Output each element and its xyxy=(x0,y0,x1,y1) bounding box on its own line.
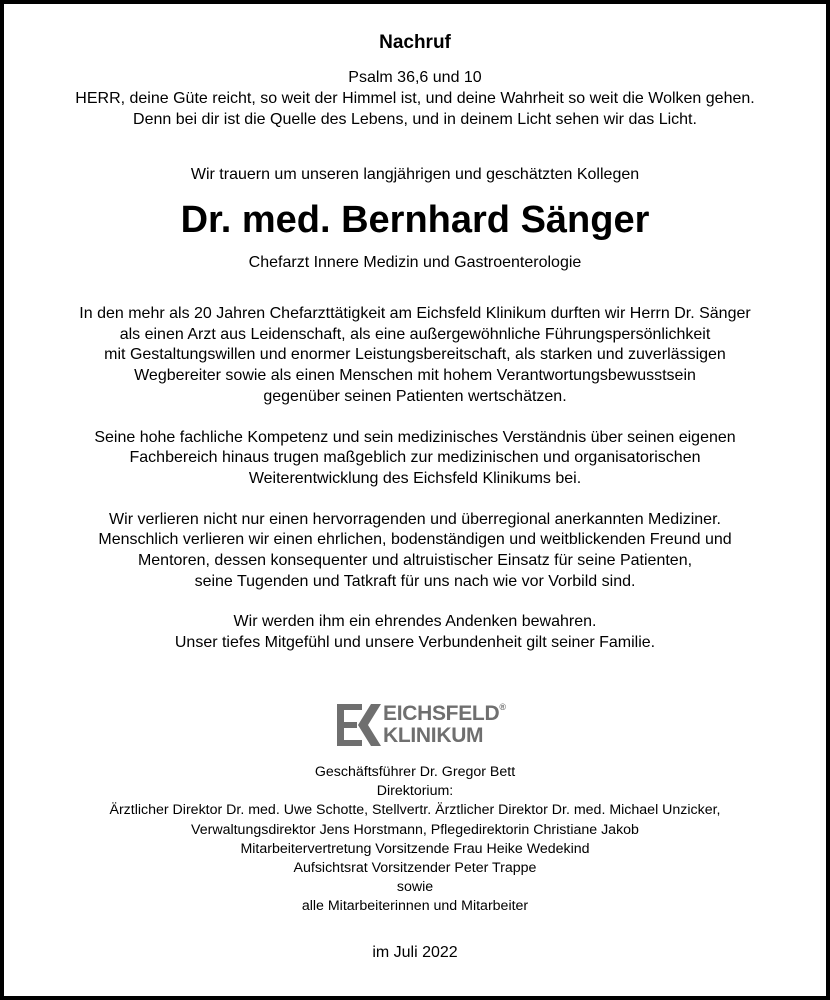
psalm-line: HERR, deine Güte reicht, so weit der Himmel ist, und deine Wahrheit so weit die Wolken gehen. xyxy=(75,90,755,107)
signatory-line: Verwaltungsdirektor Jens Horstmann, Pflegedirektorin Christiane Jakob xyxy=(191,821,639,838)
tribute-line: Wegbereiter sowie als einen Menschen mit hohem Verantwortungsbewusstsein xyxy=(134,367,696,385)
signatory-line: Ärztlicher Direktor Dr. med. Uwe Schotte, Stellvertr. Ärztlicher Direktor Dr. med. Michael Unzicker, xyxy=(109,802,721,819)
tribute-line: als einen Arzt aus Leidenschaft, als eine außergewöhnliche Führungspersönlichkeit xyxy=(119,325,711,343)
logo-line-2: KLINIKUM xyxy=(383,724,484,747)
signatory-line: Aufsichtsrat Vorsitzender Peter Trappe xyxy=(293,860,537,877)
notice-date: im Juli 2022 xyxy=(372,944,458,961)
psalm-quote xyxy=(4,67,826,130)
tribute-paragraph xyxy=(4,510,826,593)
tribute-line: Wir verlieren nicht nur einen hervorragenden und überregional anerkannten Mediziner. xyxy=(109,510,721,528)
tribute-line: mit Gestaltungswillen und enormer Leistungsbereitschaft, als starken und zuverlässigen xyxy=(104,346,726,364)
tribute-text xyxy=(4,304,826,654)
signatory-line: Geschäftsführer Dr. Gregor Bett xyxy=(314,764,516,780)
tribute-line: gegenüber seinen Patienten wertschätzen. xyxy=(263,387,567,405)
tribute-line: seine Tugenden und Tatkraft für uns nach wie vor Vorbild sind. xyxy=(194,572,636,590)
tribute-paragraph xyxy=(4,612,826,653)
signatory-line: Mitarbeitervertretung Vorsitzende Frau Heike Wedekind xyxy=(240,840,590,857)
logo-wordmark xyxy=(383,703,506,747)
signatory-line: alle Mitarbeiterinnen und Mitarbeiter xyxy=(301,898,529,915)
tribute-line: Seine hohe fachliche Kompetenz und sein medizinisches Verständnis über seinen eigenen xyxy=(94,428,736,446)
signatories xyxy=(4,763,826,917)
notice-heading: Nachruf xyxy=(379,32,451,53)
klinikum-emblem-icon xyxy=(337,703,381,747)
signatory-line: Direktorium: xyxy=(376,783,454,800)
tribute-line: In den mehr als 20 Jahren Chefarzttätigkeit am Eichsfeld Klinikum durften wir Herrn Dr. Sänger xyxy=(79,305,751,322)
tribute-line: Fachbereich hinaus trugen maßgeblich zur medizinischen und organisatorischen xyxy=(129,449,701,467)
tribute-line: Unser tiefes Mitgefühl und unsere Verbundenheit gilt seiner Familie. xyxy=(174,634,656,652)
deceased-name: Dr. med. Bernhard Sänger xyxy=(180,199,650,241)
psalm-line: Denn bei dir ist die Quelle des Lebens, und in deinem Licht sehen wir das Licht. xyxy=(133,111,697,128)
tribute-line: Weiterentwicklung des Eichsfeld Klinikums bei. xyxy=(248,469,582,487)
tribute-line: Wir werden ihm ein ehrendes Andenken bewahren. xyxy=(233,613,597,631)
registered-mark: ® xyxy=(499,702,506,712)
deceased-position: Chefarzt Innere Medizin und Gastroenterologie xyxy=(248,254,582,271)
tribute-paragraph xyxy=(4,304,826,408)
psalm-reference: Psalm 36,6 und 10 xyxy=(348,69,482,86)
tribute-line: Menschlich verlieren wir einen ehrlichen, bodenständigen und weitblickenden Freund und xyxy=(98,531,732,549)
logo-line-1: EICHSFELD® xyxy=(383,702,506,725)
eichsfeld-klinikum-logo xyxy=(337,703,507,749)
signatory-line: sowie xyxy=(396,879,434,896)
tribute-paragraph xyxy=(4,428,826,490)
tribute-line: Mentoren, dessen konsequenter und altruistischer Einsatz für seine Patienten, xyxy=(137,552,693,570)
mourning-intro: Wir trauern um unseren langjährigen und geschätzten Kollegen xyxy=(190,166,640,183)
